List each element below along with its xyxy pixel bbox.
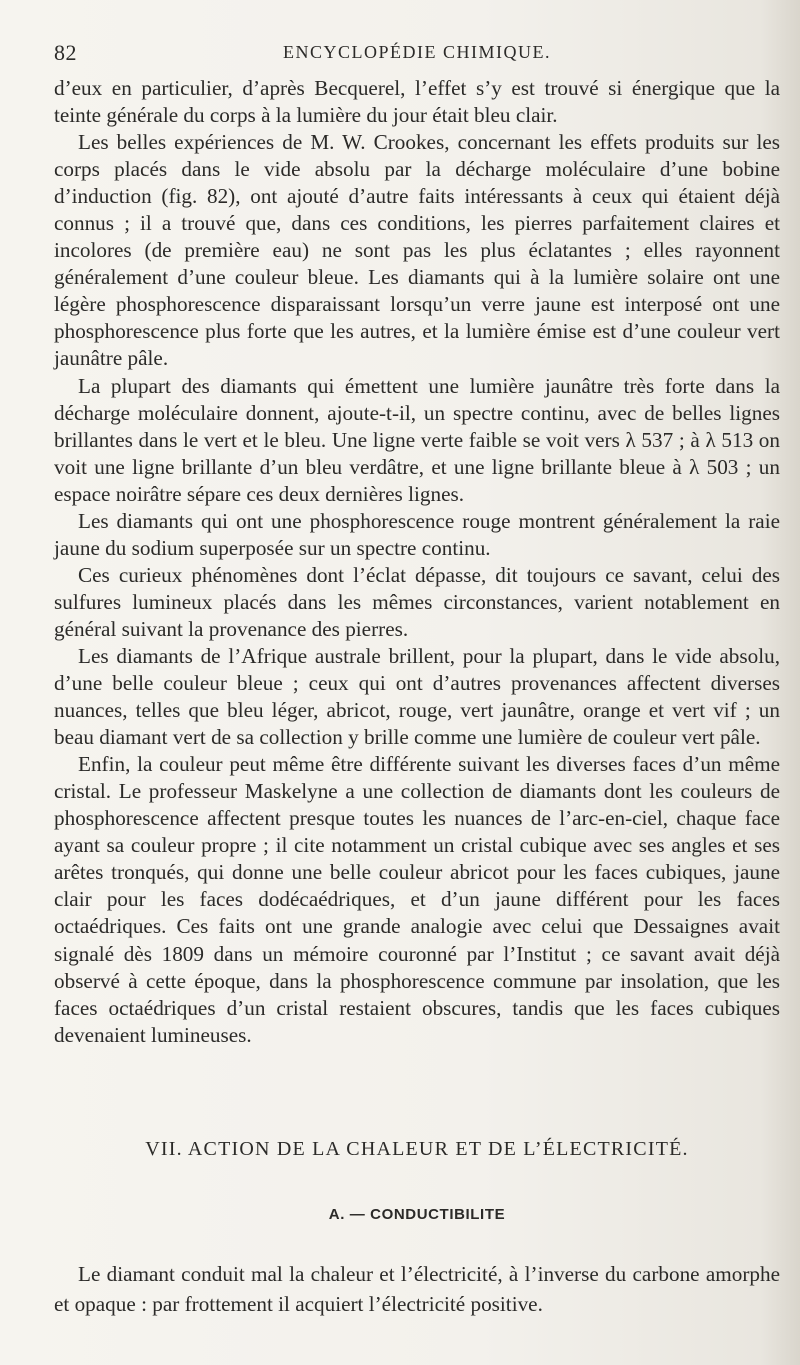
subsection-title: A. — CONDUCTIBILITE: [328, 1206, 506, 1223]
body-text: [54, 75, 780, 1049]
paragraph: Le diamant conduit mal la chaleur et l’électricité, à l’inverse du carbone amorphe et opaque : par frottement il acquiert l’électricité positive.: [54, 1262, 780, 1316]
page-number: 82: [54, 40, 77, 65]
paragraph: Ces curieux phénomènes dont l’éclat dépasse, dit toujours ce savant, celui des sulfures lumineux placés dans les mêmes circonstances, varient notablement en général suivant la provenance des pierres.: [54, 562, 780, 641]
section-body: [54, 1259, 780, 1319]
paragraph: d’eux en particulier, d’après Becquerel, l’effet s’y est trouvé si énergique que la teinte générale du corps à la lumière du jour était bleu clair.: [54, 76, 780, 128]
page-header: [54, 38, 780, 66]
paragraph: Les belles expériences de M. W. Crookes, concernant les effets produits sur les corps placés dans le vide absolu par la décharge moléculaire d’une bobine d’induction (fig. 82), ont ajouté d’autre faits intéressants à ceux qui étaient déjà connus ; il a trouvé que, dans ces conditions, les pierres parfaitement claires et incolores (de première eau) ne sont pas les plus éclatantes ; elles rayonnent généralement d’une couleur bleue. Les diamants qui à la lumière solaire ont une légère phosphorescence disparaissant lorsqu’un verre jaune est interposé ont une phosphorescence plus forte que les autres, et la lumière émise est d’une couleur vert jaunâtre pâle.: [54, 130, 780, 371]
section-title: VII. ACTION DE LA CHALEUR ET DE L’ÉLECTRICITÉ.: [145, 1138, 689, 1160]
paragraph: Les diamants qui ont une phosphorescence rouge montrent généralement la raie jaune du sodium superposée sur un spectre continu.: [54, 508, 780, 560]
paragraph: Enfin, la couleur peut même être différente suivant les diverses faces d’un même cristal. Le professeur Maskelyne a une collection de diamants dont les couleurs de phosphorescence affectent presque toutes les nuances de l’arc-en-ciel, chaque face ayant sa couleur propre ; il cite notamment un cristal cubique avec ses angles et ses arêtes tronqués, qui donne une belle couleur abricot pour les faces cubiques, jaune clair pour les faces dodécaédriques, et d’un jaune différent pour les faces octaédriques. Ces faits ont une grande analogie avec celui que Dessaignes avait signalé dès 1809 dans un mémoire couronné par l’Institut ; ce savant avait déjà observé à cette époque, dans la phosphorescence commune par insolation, que les faces octaédriques d’un cristal restaient obscures, tandis que les faces cubiques devenaient lumineuses.: [54, 752, 780, 1047]
paragraph: Les diamants de l’Afrique australe brillent, pour la plupart, dans le vide absolu, d’une belle couleur bleue ; ceux qui ont d’autres provenances affectent diverses nuances, telles que bleu léger, abricot, rouge, vert jaunâtre, orange et vert vif ; un beau diamant vert de sa collection y brille comme une lumière de couleur vert pâle.: [54, 643, 780, 750]
paragraph: La plupart des diamants qui émettent une lumière jaunâtre très forte dans la décharge moléculaire donnent, ajoute-t-il, un spectre continu, avec de belles lignes brillantes dans le vert et le bleu. Une ligne verte faible se voit vers λ 537 ; à λ 513 on voit une ligne brillante d’un bleu verdâtre, et une ligne brillante bleue à λ 503 ; un espace noirâtre sépare ces deux dernières lignes.: [54, 373, 780, 506]
running-head: ENCYCLOPÉDIE CHIMIQUE.: [283, 42, 551, 62]
